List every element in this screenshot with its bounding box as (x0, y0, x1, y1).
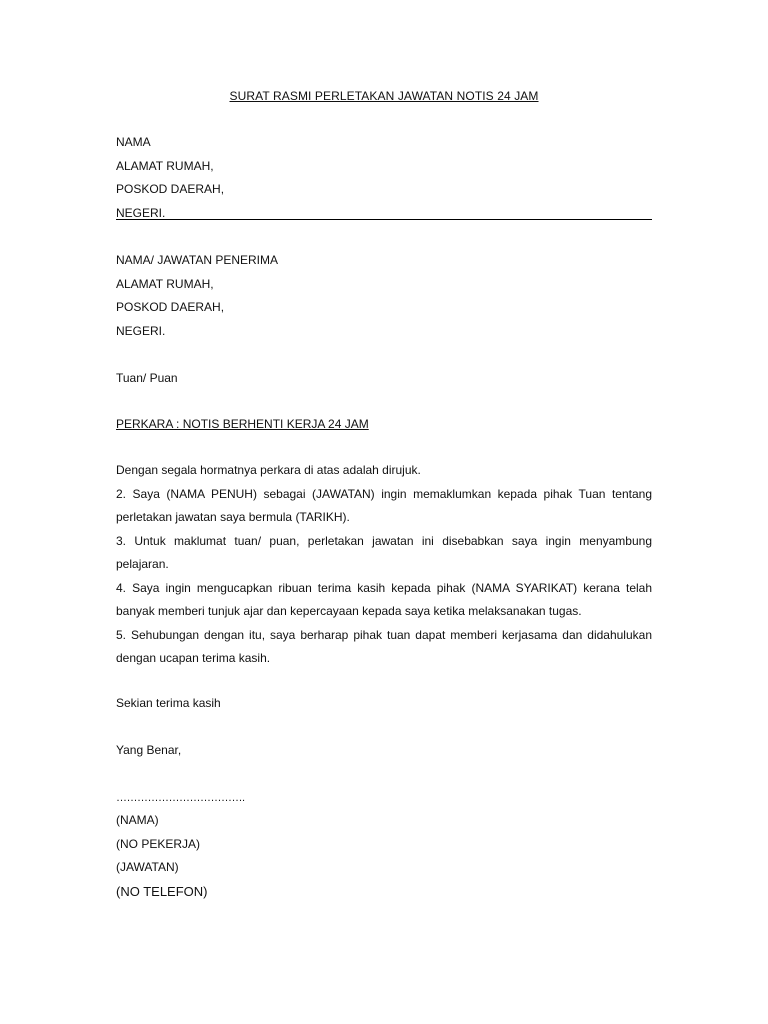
sender-address-block (116, 131, 652, 225)
salutation (116, 367, 652, 391)
letter-title: SURAT RASMI PERLETAKAN JAWATAN NOTIS 24 JAM (229, 89, 539, 103)
closing (116, 692, 652, 716)
signoff (116, 739, 652, 763)
signoff-text: Yang Benar, (116, 743, 182, 757)
body-paragraph-1: Dengan segala hormatnya perkara di atas adalah dirujuk. (116, 463, 421, 477)
recipient-state: NEGERI. (116, 323, 166, 338)
sender-postcode: POSKOD DAERAH, (116, 182, 225, 196)
signatory-phone: (NO TELEFON) (116, 883, 208, 899)
sender-name: NAMA (116, 135, 151, 149)
salutation-text: Tuan/ Puan (116, 371, 178, 385)
signatory-employee-no: (NO PEKERJA) (116, 836, 201, 851)
letter-body (116, 459, 652, 671)
body-paragraph-4: 4. Saya ingin mengucapkan ribuan terima kasih kepada pihak (NAMA SYARIKAT) kerana telah banyak memberi tunjuk ajar dan kepercayaan kepada saya ketika melaksanakan tugas. (116, 580, 652, 618)
recipient-postcode: POSKOD DAERAH, (116, 300, 225, 314)
header-divider (116, 219, 652, 220)
subject-line (116, 413, 652, 437)
sender-address: ALAMAT RUMAH, (116, 158, 214, 173)
recipient-address-block (116, 249, 652, 343)
body-paragraph-5: 5. Sehubungan dengan itu, saya berharap pihak tuan dapat memberi kerjasama dan didahulukan dengan ucapan terima kasih. (116, 627, 652, 665)
signature-details (116, 809, 652, 903)
closing-text: Sekian terima kasih (116, 696, 221, 710)
signature-dots: ………………………………. (116, 792, 245, 804)
body-paragraph-2: 2. Saya (NAMA PENUH) sebagai (JAWATAN) ingin memaklumkan kepada pihak Tuan tentang perletakan jawatan saya bermula (TARIKH). (116, 486, 652, 524)
recipient-address: ALAMAT RUMAH, (116, 276, 214, 291)
signatory-name: (NAMA) (116, 813, 159, 827)
sender-state: NEGERI. (116, 205, 166, 220)
recipient-name: NAMA/ JAWATAN PENERIMA (116, 253, 279, 267)
signature-line (116, 787, 652, 811)
body-paragraph-3: 3. Untuk maklumat tuan/ puan, perletakan jawatan ini disebabkan saya ingin menyambung pelajaran. (116, 533, 652, 571)
signatory-position: (JAWATAN) (116, 860, 179, 874)
subject-text: PERKARA : NOTIS BERHENTI KERJA 24 JAM (116, 417, 369, 431)
